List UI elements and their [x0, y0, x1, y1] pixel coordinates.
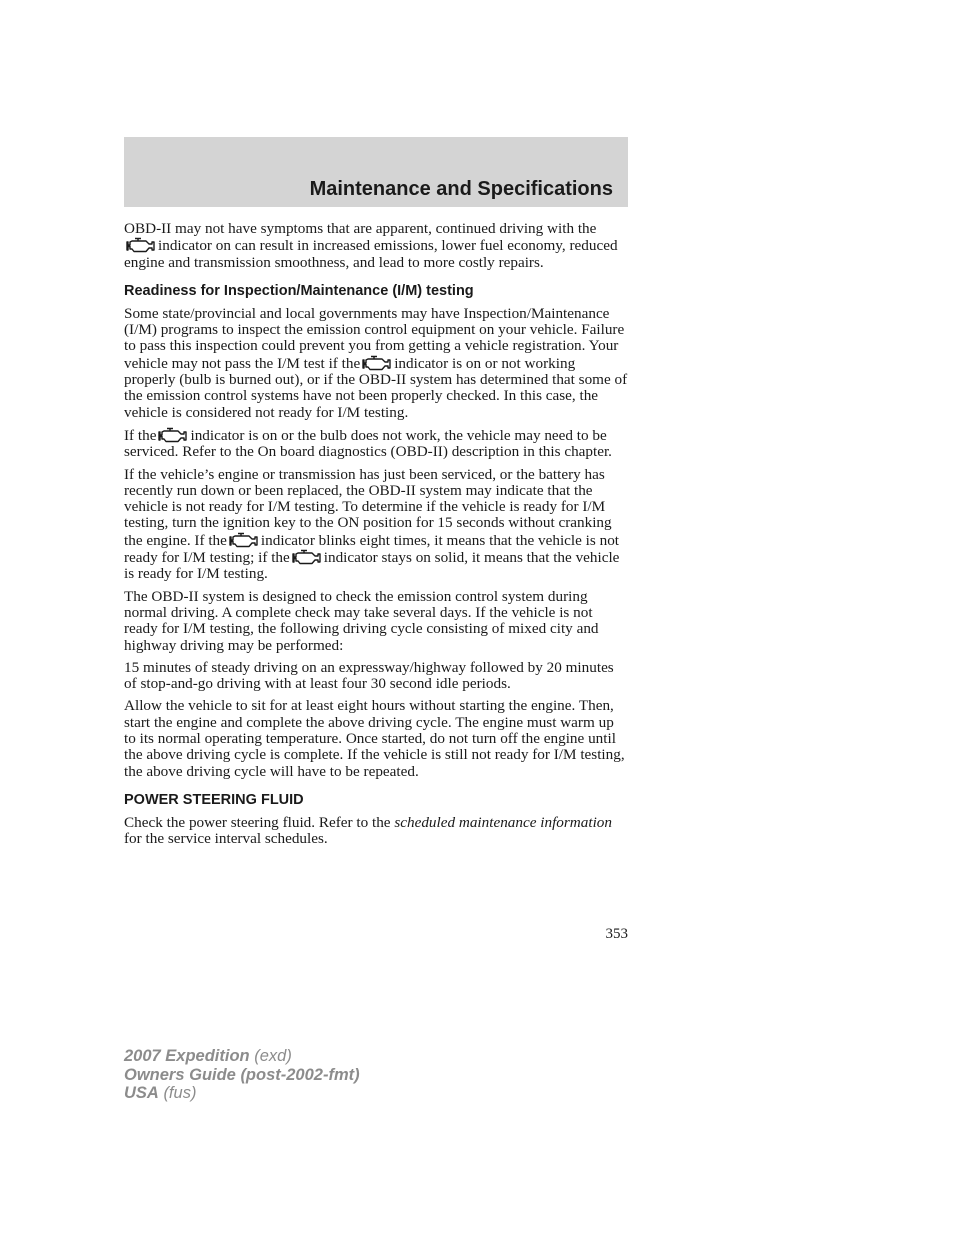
power-steering-heading: POWER STEERING FLUID [124, 791, 304, 808]
readiness-paragraph-2: If the indicator is on or the bulb does not work, the vehicle may need to be serviced. Refer to the On board diagnostics (OBD-II) description in this chapter. [124, 426, 612, 461]
check-engine-icon [158, 427, 188, 443]
readiness-paragraph-6: Allow the vehicle to sit for at least eight hours without starting the engine. Then, start the engine and complete the above driving cycle. The engine must warm up to its normal operating temperature. Once started, do not turn off the engine until the above driving cycle is complete. If the vehicle is still not ready for I/M testing, the above driving cycle will have to be repeated. [124, 697, 625, 780]
document-footer [124, 1047, 360, 1103]
footer-line-3: USA (fus) [124, 1084, 197, 1102]
check-engine-icon [229, 532, 259, 548]
readiness-paragraph-5: 15 minutes of steady driving on an expressway/highway followed by 20 minutes of stop-and-go driving with at least four 30 second idle periods. [124, 658, 614, 693]
intro-paragraph: OBD-II may not have symptoms that are apparent, continued driving with the indicator on can result in increased emissions, lower fuel economy, reduced engine and transmission smoothness, and lead to more costly repairs. [124, 220, 618, 271]
check-engine-icon [292, 549, 322, 565]
scheduled-maintenance-reference: scheduled maintenance information [394, 813, 612, 831]
page-content [124, 221, 628, 854]
check-engine-icon [126, 237, 156, 253]
readiness-paragraph-3: If the vehicle’s engine or transmission has just been serviced, or the battery has recently run down or been replaced, the OBD-II system may indicate that the vehicle is not ready for I/M testing. To determine if the vehicle is ready for I/M testing, turn the ignition key to the ON position for 15 seconds without cranking the engine. If the indicator blinks eight times, it means that the vehicle is not ready for I/M testing; if the indicator stays on solid, it means that the vehicle is ready for I/M testing. [124, 465, 620, 583]
page-number: 353 [605, 926, 628, 942]
power-steering-paragraph: Check the power steering fluid. Refer to the scheduled maintenance information for the service interval schedules. [124, 813, 612, 848]
check-engine-icon [362, 355, 392, 371]
readiness-heading: Readiness for Inspection/Maintenance (I/M) testing [124, 282, 474, 299]
footer-line-1: 2007 Expedition (exd) [124, 1047, 292, 1065]
readiness-paragraph-1: Some state/provincial and local governments may have Inspection/Maintenance (I/M) programs to inspect the emission control equipment on your vehicle. Failure to pass this inspection could prevent you from getting a vehicle registration. Your vehicle may not pass the I/M test if the indicator is on or not working properly (bulb is burned out), or if the OBD-II system has determined that some of the emission control systems have not been properly checked. In this case, the vehicle is considered not ready for I/M testing. [124, 304, 628, 421]
section-header-band [124, 137, 628, 207]
readiness-paragraph-4: The OBD-II system is designed to check the emission control system during normal driving. A complete check may take several days. If the vehicle is not ready for I/M testing, the following driving cycle consisting of mixed city and highway driving may be performed: [124, 587, 599, 654]
page-title: Maintenance and Specifications [309, 178, 613, 200]
footer-line-2: Owners Guide (post-2002-fmt) [124, 1065, 360, 1084]
